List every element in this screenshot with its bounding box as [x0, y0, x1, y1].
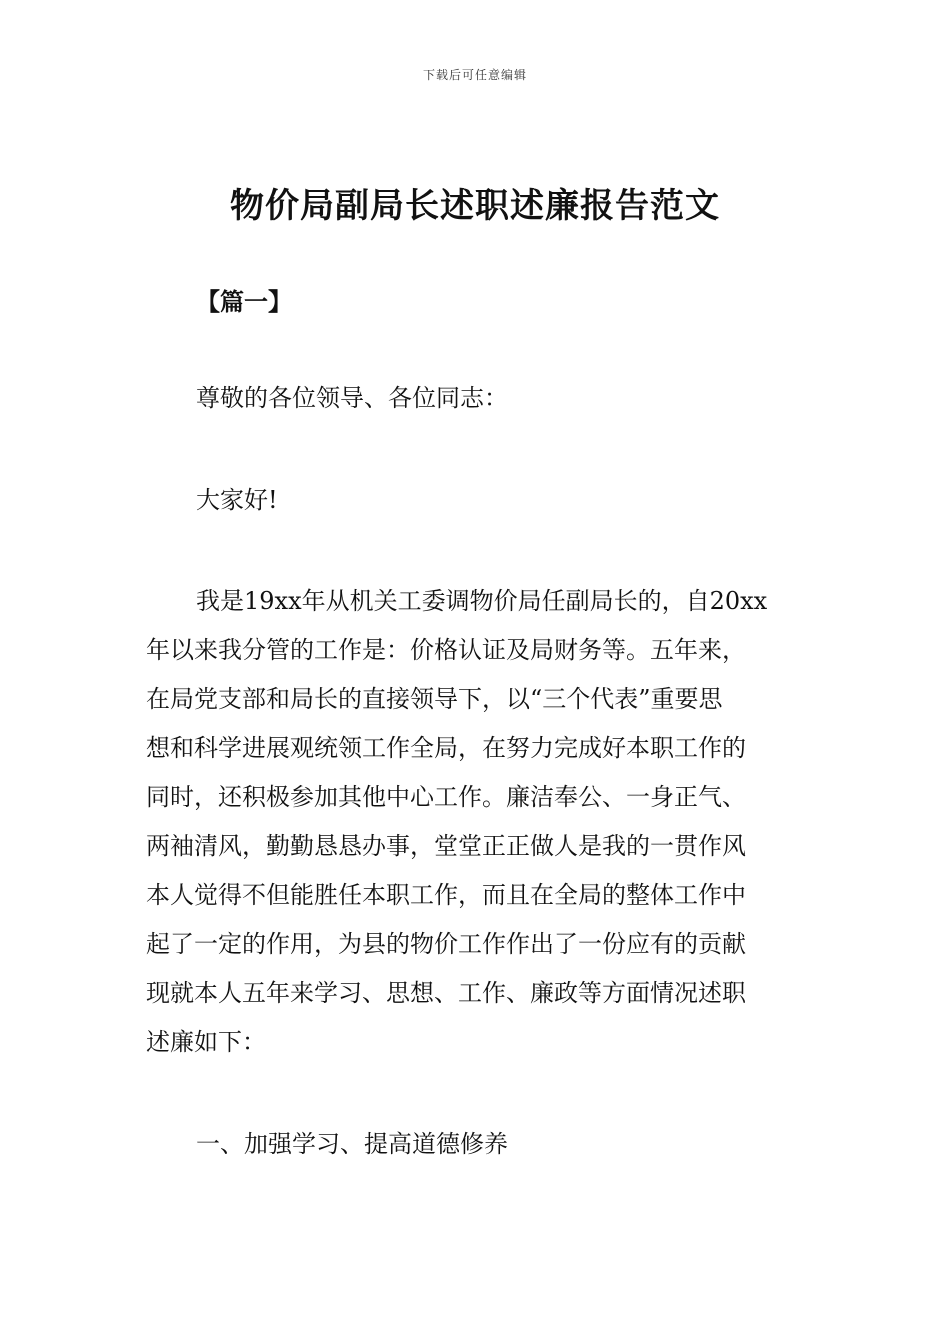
body-line: 同时，还积极参加其他中心工作。廉洁奉公、一身正气、: [146, 783, 746, 811]
greeting-paragraph: [146, 476, 810, 525]
body-paragraph: [146, 577, 810, 1067]
body-line: 年以来我分管的工作是：价格认证及局财务等。五年来，: [146, 636, 746, 664]
body-line: 现就本人五年来学习、思想、工作、廉政等方面情况述职: [146, 979, 746, 1007]
body-line: 本人觉得不但能胜任本职工作，而且在全局的整体工作中: [146, 881, 746, 909]
heading-1-paragraph: [146, 1120, 810, 1169]
section-heading: 一、加强学习、提高道德修养: [196, 1130, 508, 1158]
header-note: 下载后可任意编辑: [422, 68, 527, 82]
body-line: 在局党支部和局长的直接领导下，以“三个代表”重要思: [146, 685, 723, 713]
section-label: 【篇一】: [196, 288, 292, 316]
body-line: 我是19xx年从机关工委调物价局任副局长的，自20xx: [196, 587, 768, 615]
body-line: 两袖清风，勤勤恳恳办事，堂堂正正做人是我的一贯作风: [146, 832, 746, 860]
body-line: 想和科学进展观统领工作全局，在努力完成好本职工作的: [146, 734, 746, 762]
body-line: 起了一定的作用，为县的物价工作作出了一份应有的贡献: [146, 930, 746, 958]
salutation-text: 尊敬的各位领导、各位同志：: [196, 384, 508, 412]
document-title: 物价局副局长述职述廉报告范文: [230, 186, 720, 226]
greeting-text: 大家好!: [196, 486, 278, 514]
body-line: 述廉如下：: [146, 1028, 266, 1056]
salutation-paragraph: [146, 374, 810, 423]
